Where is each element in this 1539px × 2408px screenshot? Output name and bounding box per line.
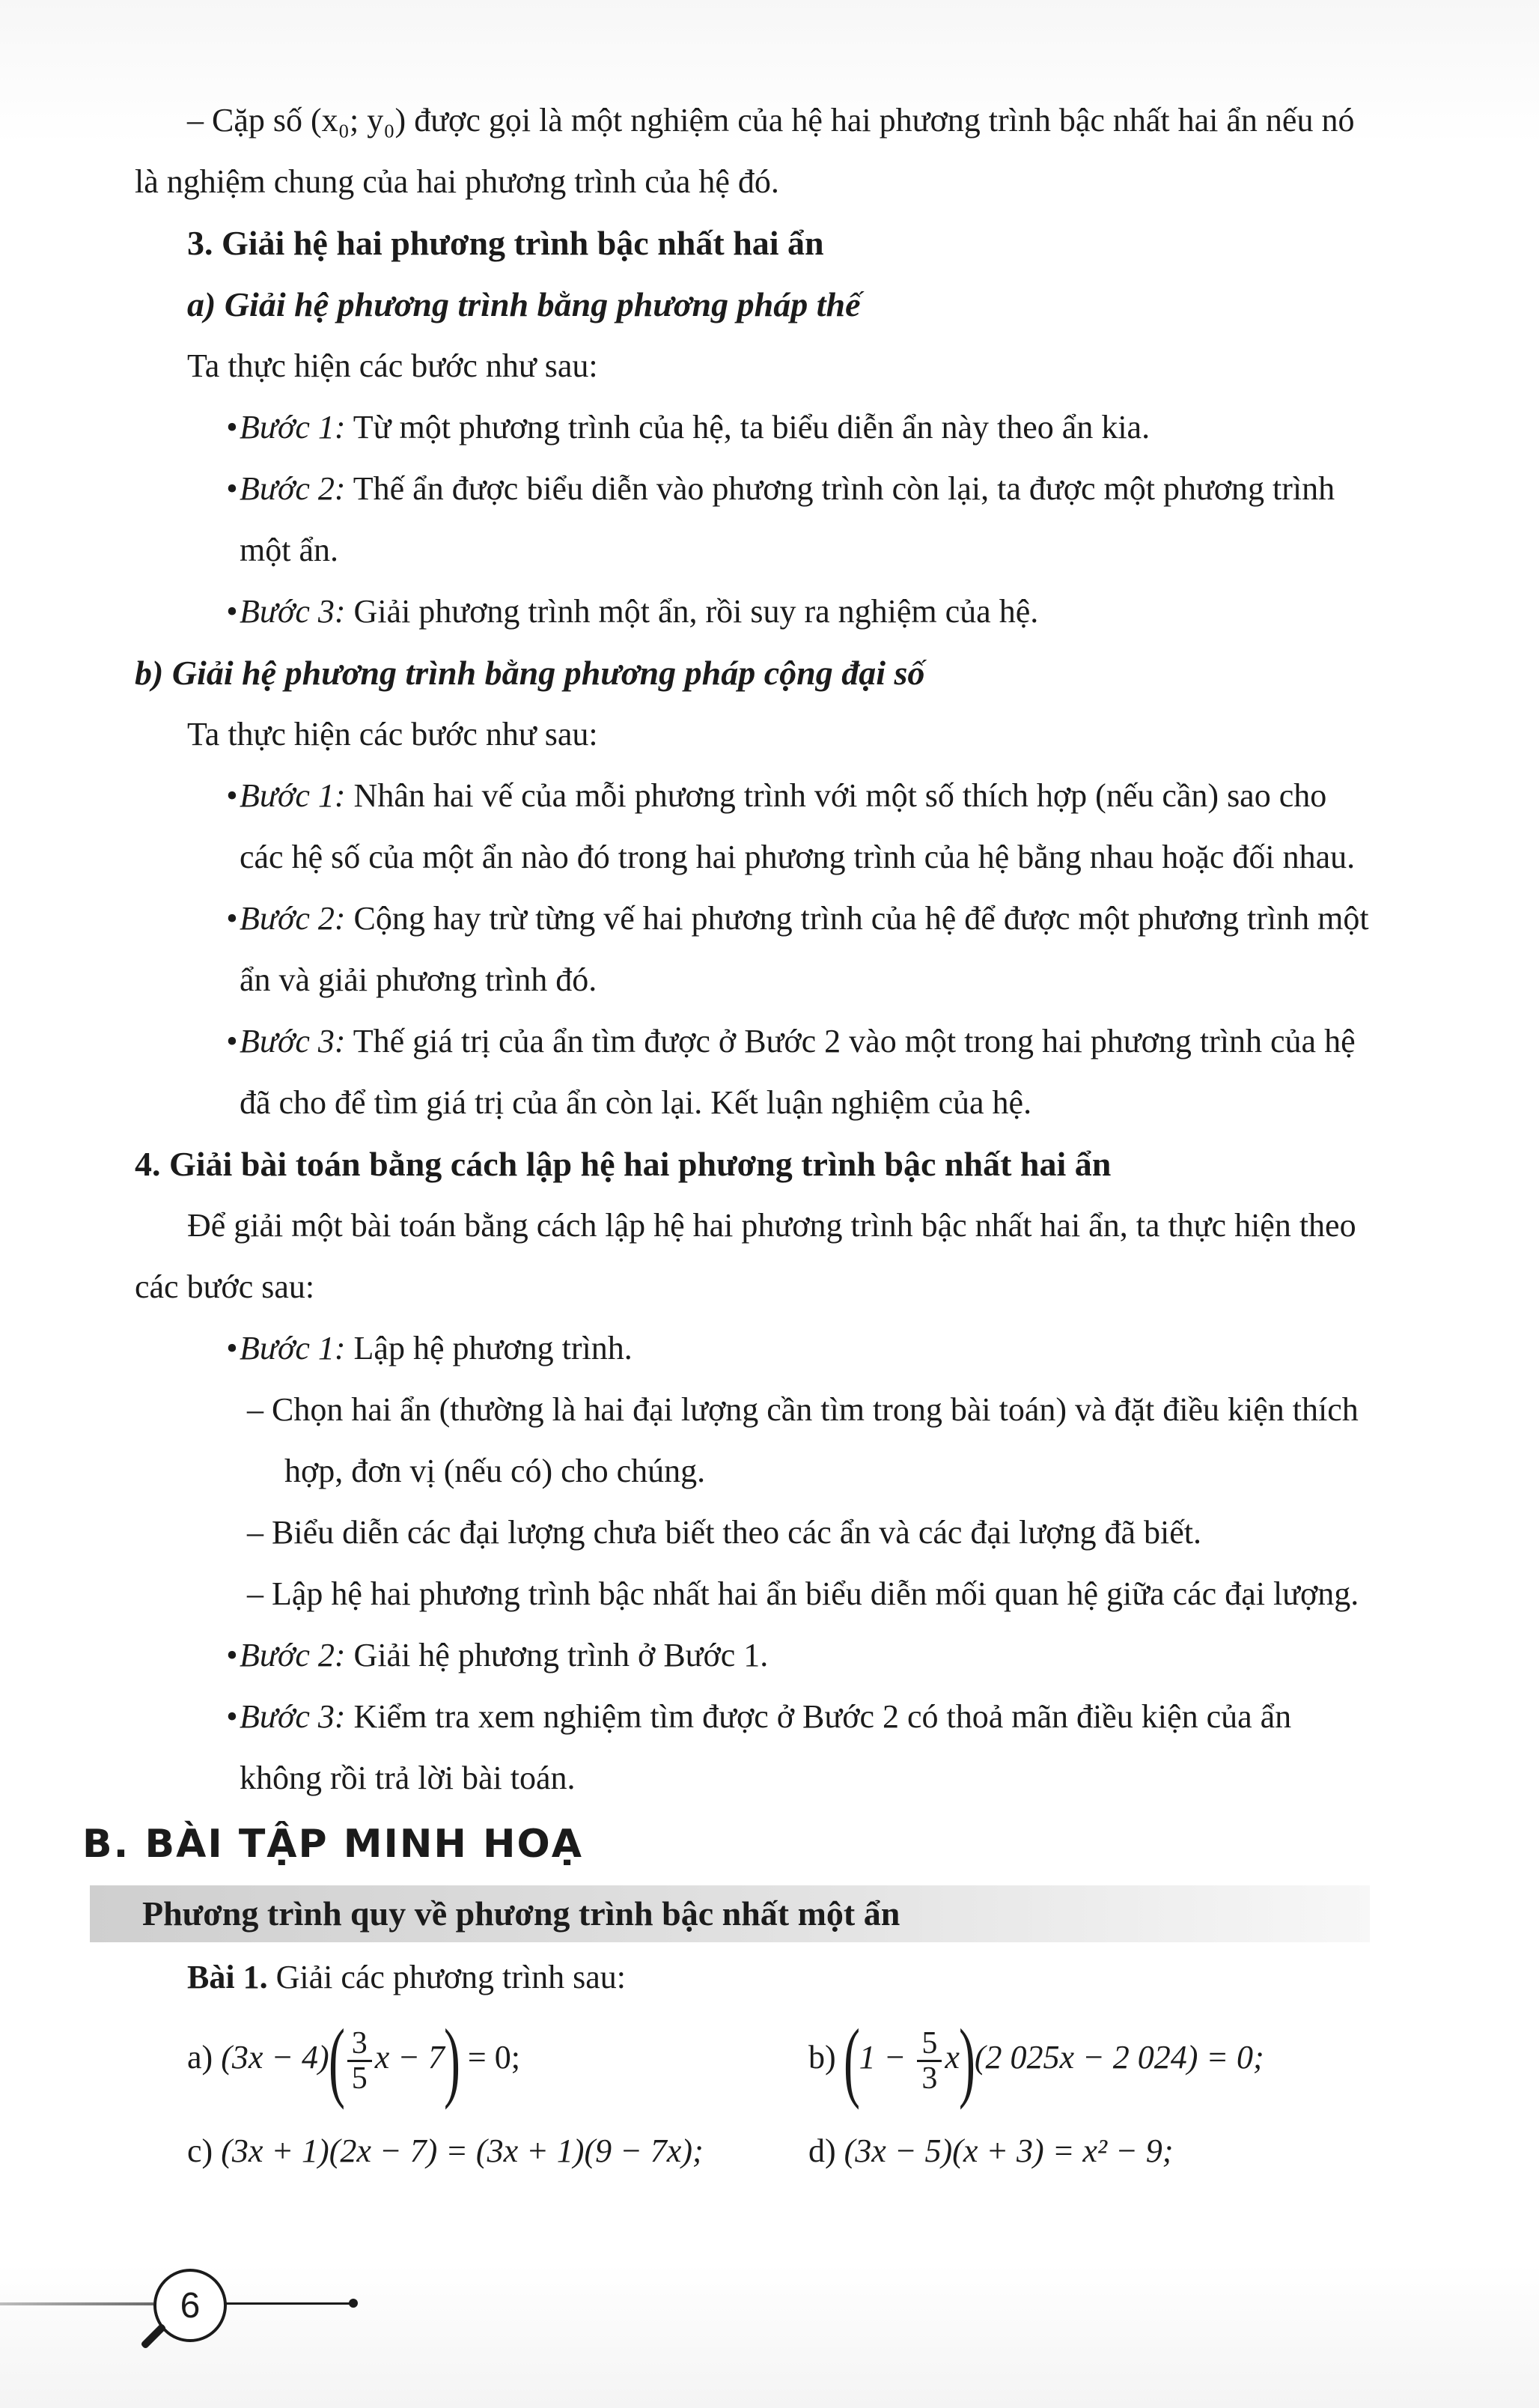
- step-continuation: đã cho để tìm giá trị của ẩn còn lại. Kết luận nghiệm của hệ.: [240, 1084, 1032, 1121]
- exercise-1: [135, 1947, 1482, 2008]
- fraction-denominator: 5: [351, 2061, 368, 2096]
- section-4-dash-1: – Chọn hai ẩn (thường là hai đại lượng cần tìm trong bài toán) và đặt điều kiện thích: [247, 1391, 1359, 1428]
- section-4-title: 4. Giải bài toán bằng cách lập hệ hai phương trình bậc nhất hai ẩn: [135, 1145, 1112, 1183]
- section-4-step-3: [135, 1686, 1482, 1809]
- footer-rule-right: [224, 2302, 351, 2305]
- step-text: Giải hệ phương trình ở Bước 1.: [345, 1637, 769, 1673]
- intro-line-1: – Cặp số (x₀; y₀) được gọi là một nghiệm của hệ hai phương trình bậc nhất hai ẩn nếu nó: [187, 102, 1355, 139]
- topic-bar: Phương trình quy về phương trình bậc nhất một ẩn: [90, 1885, 1370, 1942]
- section-4-step-1: [135, 1318, 1482, 1379]
- step-text: Cộng hay trừ từng vế hai phương trình của hệ để được một phương trình một: [345, 900, 1369, 937]
- section-3b-step-2: [135, 888, 1482, 1011]
- equation-row-ab: [135, 2010, 1482, 2120]
- equation-c-body: (3x + 1)(2x − 7) = (3x + 1)(9 − 7x);: [221, 2132, 704, 2169]
- magnifier-handle-icon: [140, 2323, 166, 2349]
- section-4-intro-2: các bước sau:: [135, 1268, 315, 1305]
- equation-d: [808, 2120, 1173, 2182]
- step-continuation: không rồi trả lời bài toán.: [240, 1760, 576, 1796]
- intro-line-2: là nghiệm chung của hai phương trình của hệ đó.: [135, 163, 779, 200]
- close-paren-icon: ): [958, 2010, 975, 2110]
- step-continuation: các hệ số của một ẩn nào đó trong hai phương trình của hệ bằng nhau hoặc đối nhau.: [240, 839, 1356, 875]
- step-label: Bước 3:: [240, 1698, 346, 1735]
- page-number: 6: [180, 2285, 201, 2326]
- fraction-numerator: 3: [347, 2027, 372, 2062]
- section-4-dash-2: – Biểu diễn các đại lượng chưa biết theo các ẩn và các đại lượng đã biết.: [247, 1514, 1202, 1551]
- section-3a-step-1: [135, 397, 1482, 458]
- section-3b-intro: Ta thực hiện các bước như sau:: [187, 716, 598, 752]
- step-label: Bước 2:: [240, 900, 346, 937]
- bullet-icon: •: [226, 593, 238, 630]
- footer-rule-left: [0, 2302, 153, 2305]
- close-paren-icon: ): [443, 2010, 460, 2110]
- equation-label: a): [187, 2039, 213, 2076]
- equation-label: b): [808, 2039, 836, 2076]
- footer-dot-icon: [349, 2299, 358, 2308]
- fraction: [347, 2027, 372, 2095]
- section-3a-step-2: [135, 458, 1482, 581]
- fraction: [917, 2027, 942, 2095]
- bullet-icon: •: [226, 470, 238, 507]
- equation-c: [187, 2120, 704, 2182]
- section-3b-step-3: [135, 1011, 1482, 1134]
- section-4-dash-1-cont: hợp, đơn vị (nếu có) cho chúng.: [284, 1453, 706, 1489]
- equation-label: d): [808, 2132, 836, 2169]
- bullet-icon: •: [226, 1330, 238, 1366]
- section-3a-title: a) Giải hệ phương trình bằng phương pháp thế: [187, 285, 861, 323]
- fraction-denominator: 3: [921, 2061, 938, 2096]
- step-continuation: một ẩn.: [240, 532, 338, 568]
- bullet-icon: •: [226, 900, 238, 937]
- equation-a-inner: x − 7: [374, 2039, 445, 2076]
- step-label: Bước 3:: [240, 1023, 346, 1059]
- step-label: Bước 1:: [240, 777, 346, 814]
- equation-b-right: (2 025x − 2 024) = 0;: [974, 2039, 1264, 2076]
- equation-d-body: (3x − 5)(x + 3) = x² − 9;: [844, 2132, 1174, 2169]
- bullet-icon: •: [226, 777, 238, 814]
- section-4-intro-1: Để giải một bài toán bằng cách lập hệ hai phương trình bậc nhất hai ẩn, ta thực hiện theo: [187, 1207, 1356, 1244]
- fraction-numerator: 5: [917, 2027, 942, 2062]
- step-label: Bước 3:: [240, 593, 346, 630]
- section-4-dash-3: – Lập hệ hai phương trình bậc nhất hai ẩn biểu diễn mối quan hệ giữa các đại lượng.: [247, 1575, 1359, 1612]
- step-text: Từ một phương trình của hệ, ta biểu diễn ẩn này theo ẩn kia.: [345, 409, 1151, 446]
- step-label: Bước 1:: [240, 1330, 346, 1366]
- equation-row-cd: [135, 2120, 1482, 2195]
- step-continuation: ẩn và giải phương trình đó.: [240, 961, 597, 998]
- step-text: Nhân hai vế của mỗi phương trình với một số thích hợp (nếu cần) sao cho: [345, 777, 1327, 814]
- open-paren-icon: (: [843, 2010, 860, 2110]
- section-4-step-2: [135, 1625, 1482, 1686]
- exercise-text: Giải các phương trình sau:: [267, 1959, 627, 1995]
- step-text: Lập hệ phương trình.: [345, 1330, 633, 1366]
- open-paren-icon: (: [328, 2010, 345, 2110]
- page-number-badge: [153, 2269, 227, 2342]
- bullet-icon: •: [226, 1698, 238, 1735]
- section-3b-title: b) Giải hệ phương trình bằng phương pháp cộng đại số: [135, 654, 925, 692]
- exercise-label: Bài 1.: [187, 1959, 268, 1995]
- equation-b-inner-right: x: [945, 2039, 960, 2076]
- page-content: [82, 90, 1482, 2195]
- step-label: Bước 2:: [240, 1637, 346, 1673]
- step-text: Thế giá trị của ẩn tìm được ở Bước 2 vào một trong hai phương trình của hệ: [345, 1023, 1356, 1059]
- equation-b: [808, 2010, 1264, 2110]
- equation-a-right: = 0;: [459, 2039, 520, 2076]
- step-text: Thế ẩn được biểu diễn vào phương trình còn lại, ta được một phương trình: [345, 470, 1335, 507]
- section-3b-step-1: [135, 765, 1482, 888]
- step-text: Giải phương trình một ẩn, rồi suy ra nghiệm của hệ.: [345, 593, 1039, 630]
- step-label: Bước 2:: [240, 470, 346, 507]
- section-b-title: B. BÀI TẬP MINH HOẠ: [82, 1822, 583, 1867]
- section-3a-intro: Ta thực hiện các bước như sau:: [187, 347, 598, 384]
- section-3-title: 3. Giải hệ hai phương trình bậc nhất hai ẩn: [187, 224, 824, 262]
- equation-a-left: (3x − 4): [221, 2039, 329, 2076]
- equation-a: [187, 2010, 520, 2110]
- equation-b-inner-left: 1 −: [859, 2039, 915, 2076]
- bullet-icon: •: [226, 1023, 238, 1059]
- bullet-icon: •: [226, 1637, 238, 1673]
- step-label: Bước 1:: [240, 409, 346, 446]
- step-text: Kiểm tra xem nghiệm tìm được ở Bước 2 có thoả mãn điều kiện của ẩn: [345, 1698, 1292, 1735]
- section-3a-step-3: [135, 581, 1482, 642]
- equation-label: c): [187, 2132, 213, 2169]
- bullet-icon: •: [226, 409, 238, 446]
